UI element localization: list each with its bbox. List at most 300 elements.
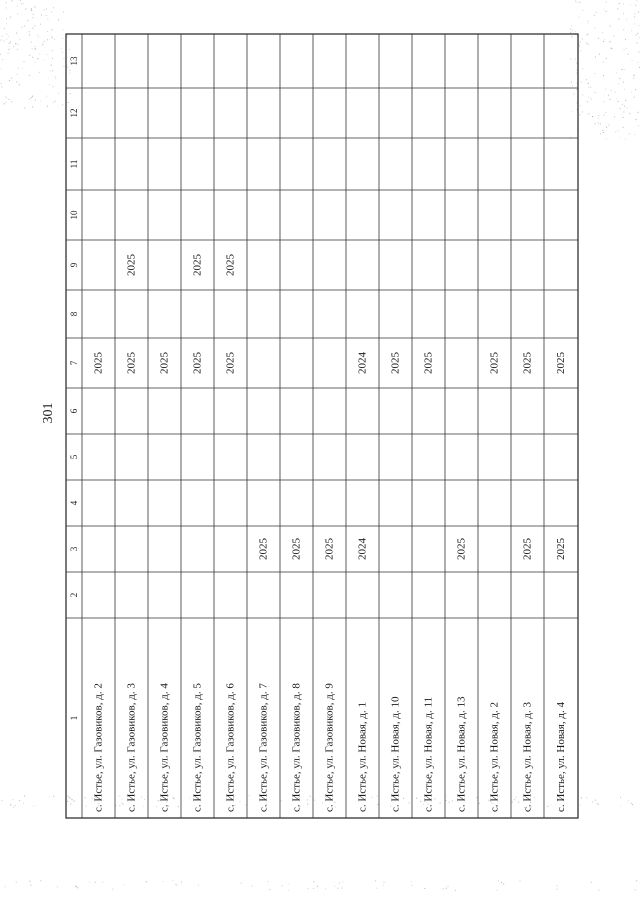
noise-dot <box>588 44 589 45</box>
noise-dot <box>95 882 96 883</box>
noise-dot <box>623 29 624 30</box>
noise-dot <box>503 884 504 885</box>
noise-dot <box>281 800 282 801</box>
table-row <box>93 352 105 813</box>
noise-dot <box>19 800 20 801</box>
noise-dot <box>623 4 624 5</box>
noise-dot <box>611 48 612 49</box>
noise-dot <box>571 111 572 112</box>
noise-dot <box>51 35 52 36</box>
noise-dot <box>412 885 413 886</box>
noise-dot <box>547 806 548 807</box>
noise-dot <box>608 95 609 96</box>
noise-dot <box>43 42 44 43</box>
noise-dot <box>636 43 637 44</box>
table-row <box>225 254 237 813</box>
noise-dot <box>35 49 36 50</box>
noise-dot <box>317 886 318 887</box>
noise-dot <box>141 796 142 797</box>
noise-dot <box>588 83 589 84</box>
noise-dot <box>47 31 48 32</box>
noise-dot <box>18 68 19 69</box>
noise-dot <box>19 84 20 85</box>
noise-dot <box>9 49 10 50</box>
noise-dot <box>325 888 326 889</box>
noise-dot <box>309 795 310 796</box>
noise-dot <box>119 805 120 806</box>
noise-dot <box>598 38 599 39</box>
table-body <box>93 254 568 813</box>
noise-dot <box>595 73 596 74</box>
noise-dot <box>597 803 598 804</box>
noise-dot <box>21 3 22 4</box>
noise-dot <box>29 34 30 35</box>
noise-dot <box>595 57 596 58</box>
noise-dot <box>1 40 2 41</box>
noise-dot <box>32 48 33 49</box>
year-cell: 2025 <box>422 352 435 374</box>
noise-dot <box>31 97 32 98</box>
noise-dot <box>634 16 635 17</box>
noise-dot <box>76 886 77 887</box>
noise-dot <box>595 92 596 93</box>
noise-dot <box>51 65 52 66</box>
noise-dot <box>8 99 9 100</box>
noise-dot <box>588 97 589 98</box>
noise-dot <box>630 4 631 5</box>
noise-dot <box>575 1 576 2</box>
noise-dot <box>599 890 600 891</box>
noise-dot <box>623 111 624 112</box>
noise-dot <box>46 15 47 16</box>
noise-dot <box>70 803 71 804</box>
noise-dot <box>2 59 3 60</box>
noise-dot <box>636 119 637 120</box>
noise-dot <box>11 805 12 806</box>
noise-dot <box>476 797 477 798</box>
noise-dot <box>122 799 123 800</box>
noise-dot <box>605 112 606 113</box>
column-header: 6 <box>69 408 79 414</box>
noise-dot <box>4 41 5 42</box>
noise-dot <box>6 18 7 19</box>
column-header: 11 <box>69 159 79 169</box>
year-cell: 2025 <box>191 254 204 276</box>
noise-dot <box>52 58 53 59</box>
noise-dot <box>174 798 175 799</box>
noise-dot <box>623 117 624 118</box>
noise-dot <box>43 59 44 60</box>
noise-dot <box>11 78 12 79</box>
noise-dot <box>498 880 499 881</box>
noise-dot <box>479 803 480 804</box>
year-cell: 2025 <box>257 538 270 560</box>
noise-dot <box>144 799 145 800</box>
noise-dot <box>604 115 605 116</box>
column-header: 1 <box>69 715 79 721</box>
noise-dot <box>24 61 25 62</box>
noise-dot <box>631 30 632 31</box>
noise-dot <box>37 58 38 59</box>
noise-dot <box>198 885 199 886</box>
noise-dot <box>579 2 580 3</box>
noise-dot <box>634 134 635 135</box>
noise-dot <box>40 101 41 102</box>
noise-dot <box>632 804 633 805</box>
noise-dot <box>53 796 54 797</box>
noise-dot <box>603 62 604 63</box>
noise-dot <box>623 13 624 14</box>
noise-dot <box>18 44 19 45</box>
noise-dot <box>57 886 58 887</box>
noise-dot <box>580 81 581 82</box>
noise-dot <box>6 8 7 9</box>
noise-dot <box>637 62 638 63</box>
year-cell: 2025 <box>555 538 567 560</box>
noise-dot <box>16 882 17 883</box>
noise-dot <box>634 75 635 76</box>
noise-dot <box>570 32 571 33</box>
noise-dot <box>29 98 30 99</box>
noise-dot <box>156 806 157 807</box>
noise-dot <box>5 886 6 887</box>
noise-dot <box>618 19 619 20</box>
year-cell: 2025 <box>521 352 534 374</box>
noise-dot <box>603 132 604 133</box>
noise-dot <box>623 127 624 128</box>
noise-dot <box>634 14 635 15</box>
noise-dot <box>64 66 65 67</box>
noise-dot <box>13 46 14 47</box>
noise-dot <box>571 58 572 59</box>
noise-dot <box>39 72 40 73</box>
noise-dot <box>30 885 31 886</box>
noise-dot <box>409 802 410 803</box>
noise-dot <box>636 880 637 881</box>
noise-dot <box>121 803 122 804</box>
noise-dot <box>68 102 69 103</box>
noise-dot <box>35 46 36 47</box>
noise-dot <box>579 46 580 47</box>
noise-dot <box>581 797 582 798</box>
noise-dot <box>416 798 417 799</box>
noise-dot <box>288 890 289 891</box>
noise-dot <box>29 31 30 32</box>
noise-dot <box>595 27 596 28</box>
noise-dot <box>631 92 632 93</box>
noise-dot <box>10 42 11 43</box>
noise-dot <box>617 99 618 100</box>
noise-dot <box>24 795 25 796</box>
noise-dot <box>53 102 54 103</box>
noise-dot <box>620 108 621 109</box>
noise-dot <box>70 93 71 94</box>
noise-dot <box>6 34 7 35</box>
noise-dot <box>63 58 64 59</box>
noise-dot <box>20 0 21 1</box>
noise-dot <box>24 26 25 27</box>
noise-dot <box>610 26 611 27</box>
table-row <box>555 352 567 813</box>
noise-dot <box>70 798 71 799</box>
noise-dot <box>639 51 640 52</box>
address-cell: с. Истье, ул. Газовиков, д. 2 <box>92 683 105 812</box>
noise-dot <box>586 35 587 36</box>
noise-dot <box>2 36 3 37</box>
noise-dot <box>22 68 23 69</box>
noise-dot <box>619 3 620 4</box>
noise-dot <box>252 886 253 887</box>
noise-dot <box>592 116 593 117</box>
noise-dot <box>580 50 581 51</box>
noise-dot <box>622 104 623 105</box>
noise-dot <box>587 101 588 102</box>
noise-dot <box>32 57 33 58</box>
noise-dot <box>335 886 336 887</box>
noise-dot <box>47 39 48 40</box>
noise-dot <box>624 89 625 90</box>
noise-dot <box>6 97 7 98</box>
noise-dot <box>62 52 63 53</box>
address-cell: с. Истье, ул. Новая, д. 11 <box>422 696 435 812</box>
noise-dot <box>600 123 601 124</box>
noise-dot <box>341 888 342 889</box>
noise-dot <box>637 0 638 1</box>
noise-dot <box>12 0 13 1</box>
noise-dot <box>19 39 20 40</box>
noise-dot <box>616 72 617 73</box>
noise-dot <box>604 39 605 40</box>
noise-dot <box>440 803 441 804</box>
noise-dot <box>176 885 177 886</box>
noise-dot <box>434 798 435 799</box>
table-row <box>159 352 171 813</box>
noise-dot <box>618 83 619 84</box>
noise-dot <box>595 800 596 801</box>
noise-dot <box>6 39 7 40</box>
noise-dot <box>622 69 623 70</box>
noise-dot <box>637 33 638 34</box>
noise-dot <box>47 19 48 20</box>
year-cell: 2025 <box>488 352 501 374</box>
year-cell: 2025 <box>92 352 105 374</box>
noise-dot <box>9 80 10 81</box>
noise-dot <box>594 15 595 16</box>
noise-dot <box>620 805 621 806</box>
noise-dot <box>35 100 36 101</box>
noise-dot <box>15 805 16 806</box>
noise-dot <box>189 798 190 799</box>
noise-dot <box>449 802 450 803</box>
table-row <box>357 352 369 813</box>
noise-dot <box>40 24 41 25</box>
noise-dot <box>181 882 182 883</box>
noise-dot <box>411 881 412 882</box>
noise-dot <box>590 87 591 88</box>
noise-dot <box>624 49 625 50</box>
noise-dot <box>625 100 626 101</box>
noise-dot <box>310 796 311 797</box>
noise-dot <box>603 41 604 42</box>
noise-dot <box>48 78 49 79</box>
column-header: 10 <box>69 210 79 220</box>
noise-dot <box>598 804 599 805</box>
year-cell: 2024 <box>356 352 369 374</box>
noise-dot <box>41 15 42 16</box>
noise-dot <box>34 7 35 8</box>
noise-dot <box>635 89 636 90</box>
noise-dot <box>615 92 616 93</box>
column-header: 2 <box>69 592 79 598</box>
noise-dot <box>102 882 103 883</box>
noise-dot <box>586 797 587 798</box>
noise-dot <box>501 882 502 883</box>
noise-dot <box>10 18 11 19</box>
noise-dot <box>34 25 35 26</box>
noise-dot <box>61 49 62 50</box>
noise-dot <box>22 27 23 28</box>
noise-dot <box>629 134 630 135</box>
noise-dot <box>17 74 18 75</box>
noise-dot <box>455 890 456 891</box>
noise-dot <box>626 19 627 20</box>
noise-dot <box>602 130 603 131</box>
noise-dot <box>591 882 592 883</box>
noise-dot <box>52 70 53 71</box>
noise-dot <box>16 33 17 34</box>
noise-dot <box>123 804 124 805</box>
noise-dot <box>342 881 343 882</box>
noise-dot <box>588 21 589 22</box>
noise-dot <box>579 17 580 18</box>
noise-dot <box>51 11 52 12</box>
noise-dot <box>89 882 90 883</box>
noise-dot <box>628 801 629 802</box>
noise-dot <box>514 799 515 800</box>
table-grid <box>66 34 578 818</box>
noise-dot <box>146 881 147 882</box>
noise-dot <box>587 23 588 24</box>
noise-dot <box>606 58 607 59</box>
noise-dot <box>606 2 607 3</box>
noise-dot <box>633 97 634 98</box>
table-row <box>126 254 138 813</box>
noise-dot <box>172 880 173 881</box>
column-header: 7 <box>69 360 79 366</box>
noise-dot <box>375 880 376 881</box>
noise-dot <box>635 5 636 6</box>
year-cell: 2025 <box>125 254 138 276</box>
noise-dot <box>58 20 59 21</box>
noise-dot <box>603 102 604 103</box>
noise-dot <box>33 806 34 807</box>
year-cell: 2025 <box>125 352 138 374</box>
year-cell: 2024 <box>356 538 369 560</box>
noise-dot <box>610 41 611 42</box>
noise-dot <box>74 801 75 802</box>
noise-dot <box>512 802 513 803</box>
noise-dot <box>638 112 639 113</box>
noise-dot <box>269 889 270 890</box>
column-header: 3 <box>69 546 79 552</box>
table-row <box>192 254 204 813</box>
noise-dot <box>72 799 73 800</box>
year-cell: 2025 <box>323 538 336 560</box>
noise-dot <box>67 801 68 802</box>
noise-dot <box>4 28 5 29</box>
noise-dot <box>627 108 628 109</box>
noise-dot <box>577 69 578 70</box>
noise-dot <box>628 54 629 55</box>
address-cell: с. Истье, ул. Газовиков, д. 5 <box>191 683 204 812</box>
noise-dot <box>556 889 557 890</box>
noise-dot <box>86 806 87 807</box>
noise-dot <box>46 8 47 9</box>
noise-dot <box>4 103 5 104</box>
year-cell: 2025 <box>389 352 402 374</box>
noise-dot <box>44 10 45 11</box>
noise-dot <box>38 36 39 37</box>
noise-dot <box>307 888 308 889</box>
noise-dot <box>17 49 18 50</box>
noise-dot <box>27 20 28 21</box>
address-cell: с. Истье, ул. Новая, д. 10 <box>389 696 402 812</box>
noise-dot <box>638 125 639 126</box>
noise-dot <box>591 99 592 100</box>
noise-dot <box>29 55 30 56</box>
noise-dot <box>446 800 447 801</box>
year-cell: 2025 <box>455 538 468 560</box>
noise-dot <box>582 10 583 11</box>
noise-dot <box>604 9 605 10</box>
noise-dot <box>571 36 572 37</box>
noise-dot <box>32 17 33 18</box>
noise-dot <box>0 54 1 55</box>
noise-dot <box>448 886 449 887</box>
noise-dot <box>582 68 583 69</box>
noise-dot <box>46 96 47 97</box>
noise-dot <box>29 881 30 882</box>
noise-dot <box>377 796 378 797</box>
noise-dot <box>313 888 314 889</box>
noise-dot <box>600 133 601 134</box>
noise-dot <box>33 14 34 15</box>
column-header: 5 <box>69 454 79 460</box>
address-cell: с. Истье, ул. Газовиков, д. 4 <box>158 683 171 812</box>
noise-dot <box>620 797 621 798</box>
noise-dot <box>13 807 14 808</box>
noise-dot <box>163 881 164 882</box>
noise-dot <box>6 2 7 3</box>
table-row <box>390 352 402 813</box>
noise-dot <box>403 798 404 799</box>
noise-dot <box>58 19 59 20</box>
noise-dot <box>6 23 7 24</box>
year-cell: 2025 <box>158 352 171 374</box>
noise-dot <box>625 39 626 40</box>
noise-dot <box>249 795 250 796</box>
noise-dot <box>619 137 620 138</box>
address-cell: с. Истье, ул. Новая, д. 3 <box>521 702 534 812</box>
noise-dot <box>618 101 619 102</box>
noise-dot <box>446 888 447 889</box>
noise-dot <box>557 886 558 887</box>
noise-dot <box>115 805 116 806</box>
noise-dot <box>314 800 315 801</box>
noise-dot <box>376 888 377 889</box>
noise-dot <box>9 43 10 44</box>
column-header: 12 <box>69 108 79 118</box>
